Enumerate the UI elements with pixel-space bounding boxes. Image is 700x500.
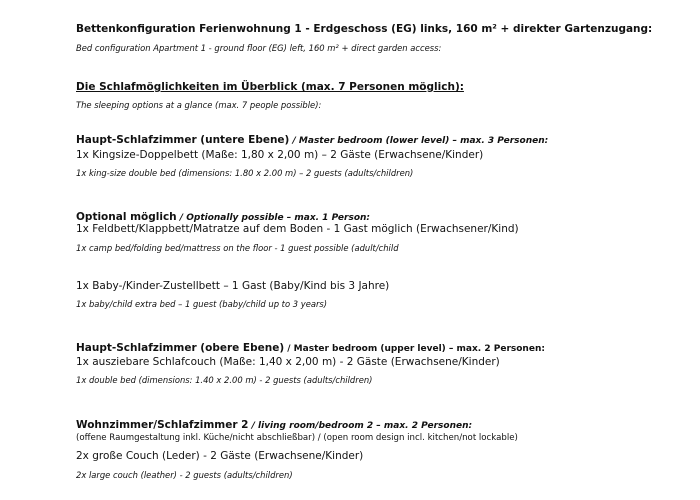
bed-line-english: 1x baby/child extra bed – 1 guest (baby/child up to 3 years) <box>76 299 328 309</box>
bed-line-german: 2x große Couch (Leder) - 2 Gäste (Erwachsene/Kinder) <box>76 450 364 462</box>
section-heading <box>76 336 545 355</box>
bed-line-german: 1x Feldbett/Klappbett/Matratze auf dem Boden - 1 Gast möglich (Erwachsener/Kind) <box>76 223 519 235</box>
section-heading-english: / Master bedroom (lower level) – max. 3 Personen: <box>289 136 549 146</box>
section-heading <box>76 205 370 224</box>
overview-heading-english: The sleeping options at a glance (max. 7 people possible): <box>76 100 322 110</box>
title-german: Bettenkonfiguration Ferienwohnung 1 - Erdgeschoss (EG) links, 160 m² + direkter Gartenzugang: <box>76 23 653 35</box>
overview-heading-german: Die Schlafmöglichkeiten im Überblick (max. 7 Personen möglich): <box>76 81 464 93</box>
bed-line-english: 1x king-size double bed (dimensions: 1.80 x 2.00 m) – 2 guests (adults/children) <box>76 168 414 178</box>
bed-line-english: 1x camp bed/folding bed/mattress on the floor - 1 guest possible (adult/child <box>76 243 399 253</box>
bed-line-german: 1x Kingsize-Doppelbett (Maße: 1,80 x 2,00 m) – 2 Gäste (Erwachsene/Kinder) <box>76 149 484 161</box>
section-heading-english: / Optionally possible – max. 1 Person: <box>176 213 371 223</box>
bed-line-english: 1x double bed (dimensions: 1.40 x 2.00 m) - 2 guests (adults/children) <box>76 375 373 385</box>
section-heading <box>76 413 472 432</box>
section-heading-german: Haupt-Schlafzimmer (untere Ebene) <box>76 134 290 146</box>
section-heading-german: Optional möglich <box>76 211 177 223</box>
section-heading-german: Haupt-Schlafzimmer (obere Ebene) <box>76 342 285 354</box>
section-heading-english: / living room/bedroom 2 – max. 2 Personen: <box>248 421 473 431</box>
section-heading-german: Wohnzimmer/Schlafzimmer 2 <box>76 419 249 431</box>
room-note: (offene Raumgestaltung inkl. Küche/nicht abschließbar) / (open room design incl. kitchen/not lockable) <box>76 433 518 443</box>
section-heading-english: / Master bedroom (upper level) – max. 2 Personen: <box>284 344 545 354</box>
bed-line-german: 1x Baby-/Kinder-Zustellbett – 1 Gast (Baby/Kind bis 3 Jahre) <box>76 280 390 292</box>
section-heading <box>76 128 548 147</box>
bed-line-german: 1x ausziebare Schlafcouch (Maße: 1,40 x 2,00 m) - 2 Gäste (Erwachsene/Kinder) <box>76 356 500 368</box>
title-english: Bed configuration Apartment 1 - ground floor (EG) left, 160 m² + direct garden access: <box>76 43 442 53</box>
bed-line-english: 2x large couch (leather) - 2 guests (adults/children) <box>76 470 293 480</box>
